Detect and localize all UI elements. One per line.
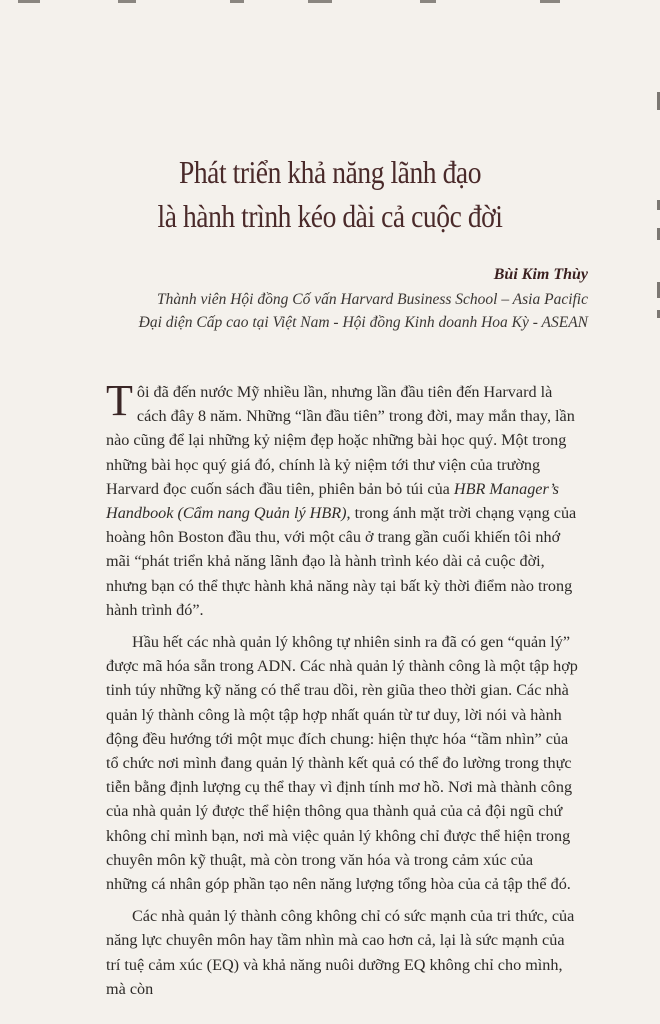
paragraph-3: Các nhà quản lý thành công không chỉ có sức mạnh của tri thức, của năng lực chuyên môn hay tầm nhìn mà cao hơn cả, lại là sức mạnh của trí tuệ cảm xúc (EQ) và khả năng nuôi dưỡng EQ không chỉ cho mình, mà còn [106, 907, 575, 998]
body-text [106, 376, 578, 1009]
paragraph-1 [106, 376, 578, 622]
author-role-1: Thành viên Hội đồng Cố vấn Harvard Business School – Asia Pacific [157, 291, 588, 308]
page-top-edge [0, 0, 660, 6]
drop-cap: T [106, 376, 133, 425]
author-name: Bùi Kim Thùy [493, 266, 588, 283]
paragraph-1-text-a: ôi đã đến nước Mỹ nhiều lần, nhưng lần đầu tiên đến Harvard là cách đây 8 năm. Những “lần đầu tiên” trong đời, may mắn thay, lần nào cũng để lại những kỷ niệm đẹp hoặc những bài học quý. Một trong những bài học quý giá đó, chính là kỷ niệm tới thư viện của trường Harvard đọc cuốn sách đầu tiên, phiên bản bỏ túi của [106, 383, 575, 498]
paragraph-2: Hầu hết các nhà quản lý không tự nhiên sinh ra đã có gen “quản lý” được mã hóa sẵn trong ADN. Các nhà quản lý thành công là một tập hợp tinh túy những kỹ năng có thể trau dồi, rèn giũa theo thời gian. Các nhà quản lý thành công là một tập hợp nhất quán từ tư duy, lời nói và hành động đều hướng tới một mục đích chung: hiện thực hóa “tầm nhìn” của tổ chức nơi mình đang quản lý thành kết quả có thể đo lường trong thực tiễn bằng định lượng cụ thể thay vì định tính mơ hồ. Nơi mà thành công của nhà quản lý được thể hiện thông qua thành quả của cả đội ngũ chứ không chỉ mình bạn, nơi mà việc quản lý không chỉ được thể hiện trong chuyên môn kỹ thuật, mà còn trong văn hóa và trong cảm xúc của những cá nhân góp phần tạo nên năng lượng tổng hòa của cả tập thể đó. [106, 633, 578, 894]
chapter-title [0, 150, 660, 238]
byline [139, 263, 588, 334]
title-line-1: Phát triển khả năng lãnh đạo [178, 154, 482, 190]
author-role-2: Đại diện Cấp cao tại Việt Nam - Hội đồng Kinh doanh Hoa Kỳ - ASEAN [138, 314, 588, 331]
paragraph-1-text-b: , trong ánh mặt trời chạng vạng của hoàng hôn Boston đầu thu, với một câu ở trang gần cuối khiến tôi nhớ mãi “phát triển khả năng lãnh đạo là hành trình kéo dài cả cuộc đời, nhưng bạn có thể thực hành khả năng này tại bất kỳ thời điểm nào trong hành trình đó”. [106, 504, 577, 619]
book-title: HBR Manager’s Handbook (Cẩm nang Quản lý HBR) [106, 479, 559, 523]
title-line-2: là hành trình kéo dài cả cuộc đời [157, 198, 503, 234]
